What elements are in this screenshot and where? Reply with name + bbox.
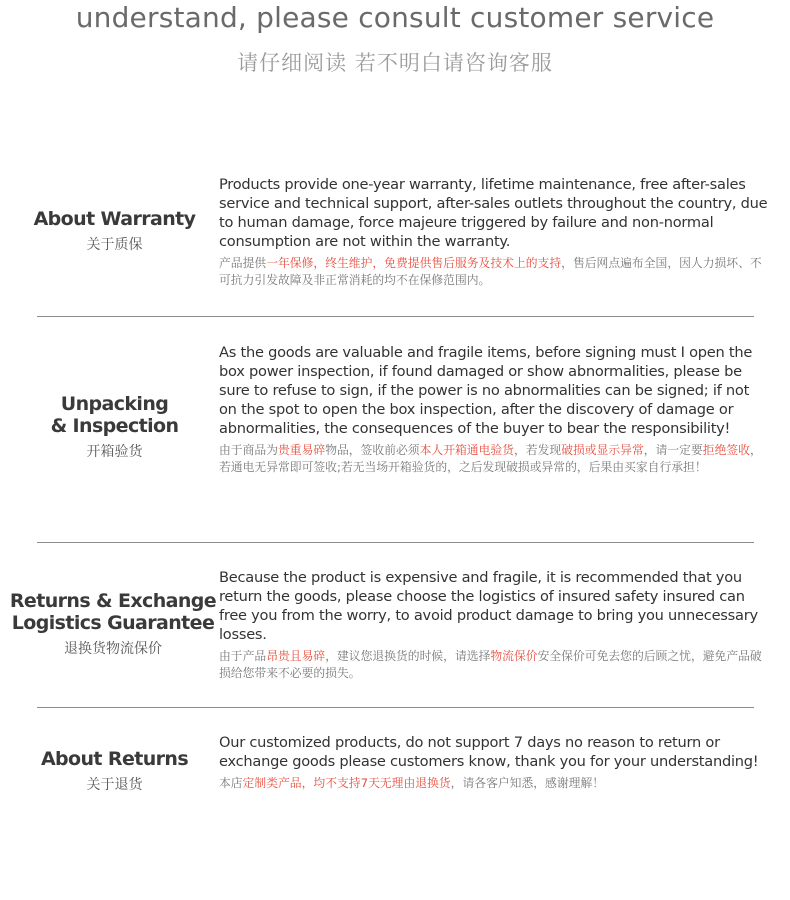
- text-plain: 物品，签收前必须: [325, 443, 420, 458]
- section-text-cn: [219, 255, 769, 289]
- section-title-en-line2: Logistics Guarantee: [11, 612, 215, 634]
- text-plain: 由于产品: [219, 649, 267, 664]
- section-text-en: As the goods are valuable and fragile items, before signing must I open the box power inspection, if found damaged or show abnormalities, please be sure to refuse to sign, if the power is no abnormalities can be signed; if not on the spot to open the box inspection, after the discovery of damage or abnormalities, the consequences of the buyer to bear the responsibility!: [219, 344, 753, 438]
- section-content: [219, 343, 769, 476]
- section-divider: [37, 542, 754, 543]
- text-plain: 产品提供: [219, 256, 267, 271]
- text-highlight: 昂贵且易碎: [266, 649, 326, 664]
- text-plain: 由于商品为: [219, 443, 278, 458]
- section-label: [8, 590, 218, 658]
- text-plain: ，若发现: [513, 443, 562, 458]
- section-label: [12, 748, 217, 794]
- section-text-cn: [219, 775, 769, 792]
- section-divider: [37, 707, 754, 708]
- text-plain: ，请各客户知悉，感谢理解！: [450, 776, 605, 791]
- section-content: [219, 733, 769, 792]
- section-text-en: Products provide one-year warranty, lifetime maintenance, free after-sales service and technical support, after-sales outlets throughout the country, due to human damage, force majeure triggered by failure and non-normal consumption are not within the warranty.: [219, 176, 768, 251]
- section-text-cn: [219, 442, 769, 476]
- header-english-text: understand, please consult customer service: [75, 1, 715, 34]
- text-highlight: 定制类产品，均不支持7天无理由退换货: [242, 776, 451, 791]
- text-highlight: 物流保价: [490, 649, 538, 664]
- header-chinese-text: 请仔细阅读 若不明白请咨询客服: [237, 51, 553, 75]
- text-plain: ，建议您退换货的时候，请选择: [325, 649, 491, 664]
- section-title-cn: 退换货物流保价: [64, 641, 162, 657]
- section-title-cn: 关于退货: [86, 777, 143, 793]
- section-text-en: Our customized products, do not support 7 days no reason to return or exchange goods please customers know, thank you for your understanding!: [219, 734, 759, 771]
- text-plain: ，售后网点遍布全国，因人力损坏、不可抗力引发故障及非正常消耗的均不在保修范围内。: [219, 256, 762, 288]
- text-highlight: 本人开箱通电验货: [419, 443, 514, 458]
- text-plain: 本店: [219, 776, 243, 791]
- text-highlight: 贵重易碎: [278, 443, 326, 458]
- section-label: [12, 393, 217, 461]
- section-title-en: About Warranty: [33, 208, 196, 230]
- section-divider: [37, 316, 754, 317]
- text-plain: 安全保价可免去您的后顾之忧，避免产品破损给您带来不必要的损失。: [219, 649, 762, 681]
- section-text-en: Because the product is expensive and fragile, it is recommended that you return the goods, please choose the logistics of insured safety insured can free you from the worry, to avoid product damage to bring you unnecessary losses.: [219, 569, 758, 644]
- section-text-cn: [219, 648, 769, 682]
- section-content: [219, 568, 769, 682]
- text-highlight: 拒绝签收: [702, 443, 750, 458]
- text-highlight: 一年保修，终生维护，免费提供售后服务及技术上的支持: [266, 256, 562, 271]
- section-title-cn: 开箱验货: [86, 444, 143, 460]
- section-title-en-line1: Returns & Exchange: [9, 590, 217, 612]
- section-title-en-line2: & Inspection: [50, 415, 179, 437]
- text-highlight: 破损或显示异常: [561, 443, 644, 458]
- section-title-en: About Returns: [40, 748, 189, 770]
- section-title-cn: 关于质保: [86, 237, 143, 253]
- text-plain: ，若通电无异常即可签收;若无当场开箱验货的，之后发现破损或异常的，后果由买家自行承担！: [219, 443, 762, 475]
- section-label: [12, 208, 217, 254]
- section-title-en-line1: Unpacking: [60, 393, 169, 415]
- section-content: [219, 175, 769, 289]
- text-plain: ，请一定要: [643, 443, 703, 458]
